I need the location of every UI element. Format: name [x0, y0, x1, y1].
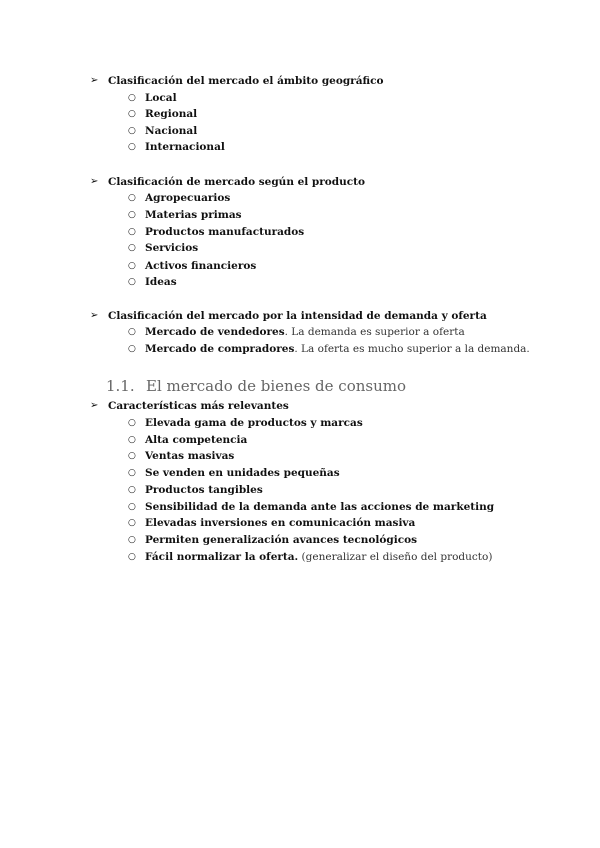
circle-bullet-icon: ○	[128, 277, 136, 287]
circle-bullet-icon: ○	[128, 210, 136, 220]
circle-bullet-icon: ○	[128, 243, 136, 253]
circle-bullet-icon: ○	[128, 502, 136, 512]
circle-bullet-icon: ○	[128, 552, 136, 562]
term-bold: Fácil normalizar la oferta.	[145, 551, 299, 563]
list-item-text	[145, 325, 465, 339]
circle-bullet-icon: ○	[128, 109, 136, 119]
section-title: Clasificación del mercado el ámbito geográfico	[108, 75, 384, 87]
heading-number: 1.1.	[106, 377, 135, 395]
list-item-text: Permiten generalización avances tecnológicos	[145, 534, 418, 546]
list-item-text: Activos financieros	[145, 260, 257, 272]
list-item-text: Ideas	[145, 276, 177, 288]
arrow-bullet-icon: ➢	[90, 400, 99, 411]
circle-bullet-icon: ○	[128, 535, 136, 545]
circle-bullet-icon: ○	[128, 468, 136, 478]
circle-bullet-icon: ○	[128, 344, 136, 354]
circle-bullet-icon: ○	[128, 193, 136, 203]
list-item-text: Elevada gama de productos y marcas	[145, 417, 363, 429]
list-item-text	[145, 342, 530, 356]
list-item-text: Se venden en unidades pequeñas	[145, 467, 340, 479]
list-item-text: Agropecuarios	[145, 192, 231, 204]
circle-bullet-icon: ○	[128, 126, 136, 136]
list-item-text	[145, 550, 492, 564]
section-title: Clasificación de mercado según el producto	[108, 176, 366, 188]
list-item-text: Internacional	[145, 141, 225, 153]
list-item-text: Alta competencia	[145, 434, 248, 446]
term-bold: Mercado de vendedores	[145, 326, 285, 338]
subsection-heading	[106, 377, 406, 395]
circle-bullet-icon: ○	[128, 142, 136, 152]
section-title: Características más relevantes	[108, 400, 289, 412]
circle-bullet-icon: ○	[128, 435, 136, 445]
circle-bullet-icon: ○	[128, 261, 136, 271]
list-item-text: Productos manufacturados	[145, 226, 305, 238]
list-item-text: Elevadas inversiones en comunicación masiva	[145, 517, 416, 529]
arrow-bullet-icon: ➢	[90, 75, 99, 86]
list-item-text: Ventas masivas	[145, 450, 235, 462]
list-item-text: Nacional	[145, 125, 198, 137]
list-item-text: Sensibilidad de la demanda ante las acciones de marketing	[145, 501, 495, 513]
circle-bullet-icon: ○	[128, 93, 136, 103]
circle-bullet-icon: ○	[128, 418, 136, 428]
term-description: . La demanda es superior a oferta	[284, 326, 465, 338]
section-title: Clasificación del mercado por la intensidad de demanda y oferta	[108, 310, 487, 322]
circle-bullet-icon: ○	[128, 518, 136, 528]
arrow-bullet-icon: ➢	[90, 310, 99, 321]
arrow-bullet-icon: ➢	[90, 176, 99, 187]
circle-bullet-icon: ○	[128, 485, 136, 495]
list-item-text: Productos tangibles	[145, 484, 263, 496]
list-item-text: Regional	[145, 108, 198, 120]
circle-bullet-icon: ○	[128, 451, 136, 461]
heading-text: El mercado de bienes de consumo	[146, 377, 407, 395]
list-item-text: Servicios	[145, 242, 199, 254]
list-item-text: Local	[145, 92, 177, 104]
term-description: (generalizar el diseño del producto)	[298, 551, 493, 563]
term-description: . La oferta es mucho superior a la demanda.	[294, 343, 530, 355]
circle-bullet-icon: ○	[128, 227, 136, 237]
list-item-text: Materias primas	[145, 209, 242, 221]
term-bold: Mercado de compradores	[145, 343, 295, 355]
circle-bullet-icon: ○	[128, 327, 136, 337]
